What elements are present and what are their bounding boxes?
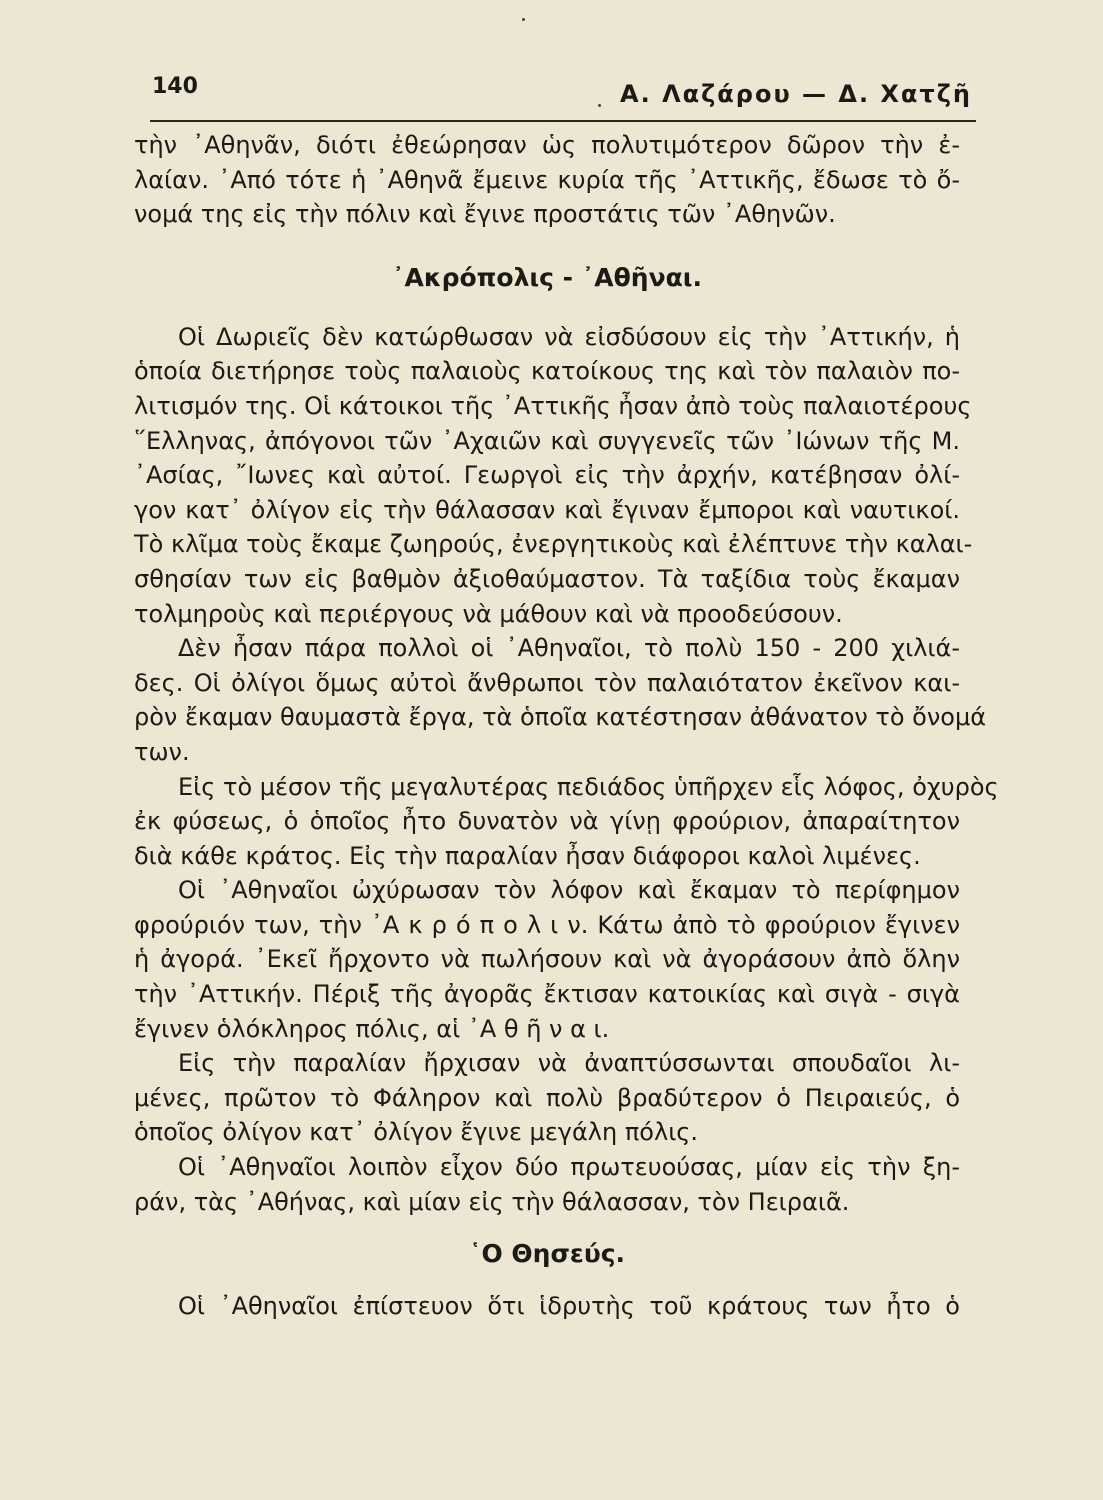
text-line: Οἱ Δωριεῖς δὲν κατώρθωσαν νὰ εἰσδύσουν εἰς τὴν ᾽Αττικήν, ἡ — [178, 322, 960, 351]
text-line: σθησίαν των εἰς βαθμὸν ἀξιοθαύμαστον. Τὰ ταξίδια τοὺς ἔκαμαν — [134, 564, 960, 593]
text-line: Οἱ ᾽Αθηναῖοι λοιπὸν εἶχον δύο πρωτευούσας, μίαν εἰς τὴν ξη- — [178, 1153, 960, 1182]
body-text — [134, 128, 999, 1324]
paragraph-6 — [134, 1150, 960, 1219]
text-line: Οἱ ᾽Αθηναῖοι ὠχύρωσαν τὸν λόφον καὶ ἔκαμαν τὸ περίφημον — [178, 876, 960, 905]
text-line: νομά της εἰς τὴν πόλιν καὶ ἔγινε προστάτις τῶν ᾽Αθηνῶν. — [134, 200, 836, 229]
page-number: 140 — [152, 74, 198, 99]
text-line: γον κατ᾽ ὀλίγον εἰς τὴν θάλασσαν καὶ ἔγιναν ἔμποροι καὶ ναυτικοί. — [134, 495, 960, 524]
text-line: ῞Ελληνας, ἀπόγονοι τῶν ᾽Αχαιῶν καὶ συγγενεῖς τῶν ᾽Ιώνων τῆς Μ. — [134, 426, 960, 455]
text-line: ᾽Ασίας, ῎Ιωνες καὶ αὐτοί. Γεωργοὶ εἰς τὴν ἀρχήν, κατέβησαν ὀλί- — [134, 461, 960, 490]
paragraph-4 — [134, 873, 960, 1046]
text-line: τολμηροὺς καὶ περιέργους νὰ μάθουν καὶ νὰ προοδεύσουν. — [134, 599, 843, 628]
text-line: ἡ ἀγορά. ᾽Εκεῖ ἤρχοντο νὰ πωλήσουν καὶ νὰ ἀγοράσουν ἀπὸ ὅλην — [134, 945, 960, 974]
text-line: ράν, τὰς ᾽Αθήνας, καὶ μίαν εἰς τὴν θάλασσαν, τὸν Πειραιᾶ. — [134, 1187, 850, 1216]
page-header — [150, 70, 976, 122]
paragraph-2 — [134, 631, 987, 769]
text-line: Δὲν ἦσαν πάρα πολλοὶ οἱ ᾽Αθηναῖοι, τὸ πολὺ 150 - 200 χιλιά- — [178, 634, 960, 663]
running-head: Α. Λαζάρου — Δ. Χατζῆ — [620, 80, 972, 108]
text-line: ὁποία διετήρησε τοὺς παλαιοὺς κατοίκους της καὶ τὸν παλαιὸν πο- — [134, 357, 960, 386]
text-line: τὴν ᾽Αττικήν. Πέριξ τῆς ἀγορᾶς ἔκτισαν κατοικίας καὶ σιγὰ - σιγὰ — [134, 980, 960, 1009]
paragraph-7 — [134, 1289, 960, 1324]
text-line: Τὸ κλῖμα τοὺς ἔκαμε ζωηρούς, ἐνεργητικοὺς καὶ ἐλέπτυνε τὴν καλαι- — [134, 530, 973, 559]
text-line: λιτισμόν της. Οἱ κάτοικοι τῆς ᾽Αττικῆς ἦσαν ἀπὸ τοὺς παλαιοτέρους — [134, 391, 972, 420]
text-line: Οἱ ᾽Αθηναῖοι ἐπίστευον ὅτι ἱδρυτὴς τοῦ κράτους των ἦτο ὁ — [178, 1292, 960, 1321]
text-line: μένες, πρῶτον τὸ Φάληρον καὶ πολὺ βραδύτερον ὁ Πειραιεύς, ὁ — [134, 1083, 960, 1112]
text-line: δες. Οἱ ὀλίγοι ὅμως αὐτοὶ ἄνθρωποι τὸν παλαιότατον ἐκεῖνον και- — [134, 668, 960, 697]
text-line: ὁποῖος ὀλίγον κατ᾽ ὀλίγον ἔγινε μεγάλη πόλις. — [134, 1118, 699, 1147]
text-line: λαίαν. ᾽Από τότε ἡ ᾽Αθηνᾶ ἔμεινε κυρία τῆς ᾽Αττικῆς, ἔδωσε τὸ ὄ- — [134, 165, 960, 194]
paragraph-3 — [134, 770, 999, 874]
paragraph-1 — [134, 320, 973, 631]
text-line: διὰ κάθε κράτος. Εἰς τὴν παραλίαν ἦσαν διάφοροι καλοὶ λιμένες. — [134, 841, 921, 870]
text-line: ρὸν ἔκαμαν θαυμαστὰ ἔργα, τὰ ὁποῖα κατέστησαν ἀθάνατον τὸ ὄνομά — [134, 703, 987, 732]
text-line: Εἰς τὴν παραλίαν ἤρχισαν νὰ ἀναπτύσσωνται σπουδαῖοι λι- — [178, 1049, 960, 1078]
section-heading-acropolis: ᾽Ακρόπολις - ᾽Αθῆναι. — [391, 262, 703, 292]
print-speck — [522, 18, 525, 21]
text-line: φρούριόν των, τὴν ᾽Α κ ρ ό π ο λ ι ν. Κάτω ἀπὸ τὸ φρούριον ἔγινεν — [134, 910, 960, 939]
paragraph-5 — [134, 1046, 960, 1150]
text-line: των. — [134, 737, 190, 766]
section-heading-theseus: ῾Ο Θησεύς. — [468, 1239, 626, 1269]
text-line: Εἰς τὸ μέσον τῆς μεγαλυτέρας πεδιάδος ὑπῆρχεν εἷς λόφος, ὀχυρὸς — [178, 772, 999, 801]
text-line: ἐκ φύσεως, ὁ ὁποῖος ἦτο δυνατὸν νὰ γίνῃ φρούριον, ἀπαραίτητον — [134, 807, 960, 836]
text-line: ἔγινεν ὁλόκληρος πόλις, αἱ ᾽Α θ ῆ ν α ι. — [134, 1014, 610, 1043]
text-line: τὴν ᾽Αθηνᾶν, διότι ἐθεώρησαν ὡς πολυτιμότερον δῶρον τὴν ἐ- — [134, 131, 960, 159]
paragraph-intro — [134, 128, 960, 232]
